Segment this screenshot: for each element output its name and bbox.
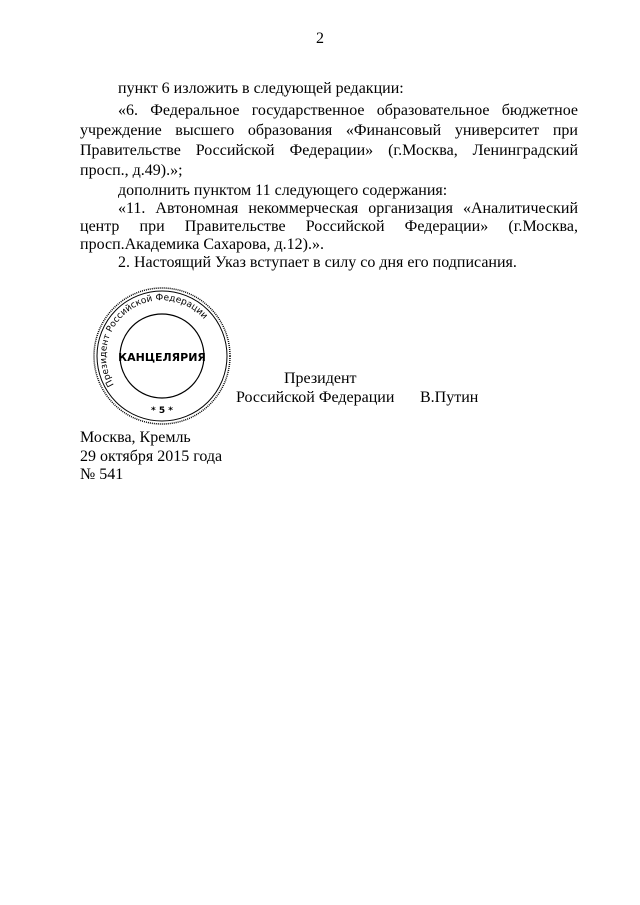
stamp-center-text: КАНЦЕЛЯРИЯ — [118, 351, 206, 364]
stamp-ring-text: Президент Российской Федерации — [98, 293, 210, 389]
body-line: учреждение высшего образования «Финансовый университет при — [80, 122, 578, 139]
body-line: центр при Правительстве Российской Федерации» (г.Москва, — [80, 218, 578, 235]
body-line: 2. Настоящий Указ вступает в силу со дня его подписания. — [118, 254, 517, 271]
body-line: Правительстве Российской Федерации» (г.Москва, Ленинградский — [80, 142, 578, 159]
seal-stamp — [92, 286, 232, 426]
place: Москва, Кремль — [80, 429, 191, 446]
date: 29 октября 2015 года — [80, 448, 223, 465]
stamp-bottom-text: * 5 * — [151, 406, 173, 416]
body-line: «6. Федеральное государственное образовательное бюджетное — [118, 102, 578, 119]
page-number: 2 — [316, 30, 324, 47]
body-line: просп.Академика Сахарова, д.12).». — [80, 236, 324, 253]
body-line: дополнить пунктом 11 следующего содержания: — [118, 182, 448, 199]
body-line: «11. Автономная некоммерческая организация «Аналитический — [118, 200, 578, 217]
signature-name: В.Путин — [420, 389, 479, 406]
body-line: просп., д.49).»; — [80, 162, 183, 179]
body-line: пункт 6 изложить в следующей редакции: — [118, 80, 404, 97]
signature-title-line1: Президент — [284, 370, 357, 387]
decree-number: № 541 — [80, 466, 124, 483]
signature-title-line2: Российской Федерации — [236, 389, 395, 406]
